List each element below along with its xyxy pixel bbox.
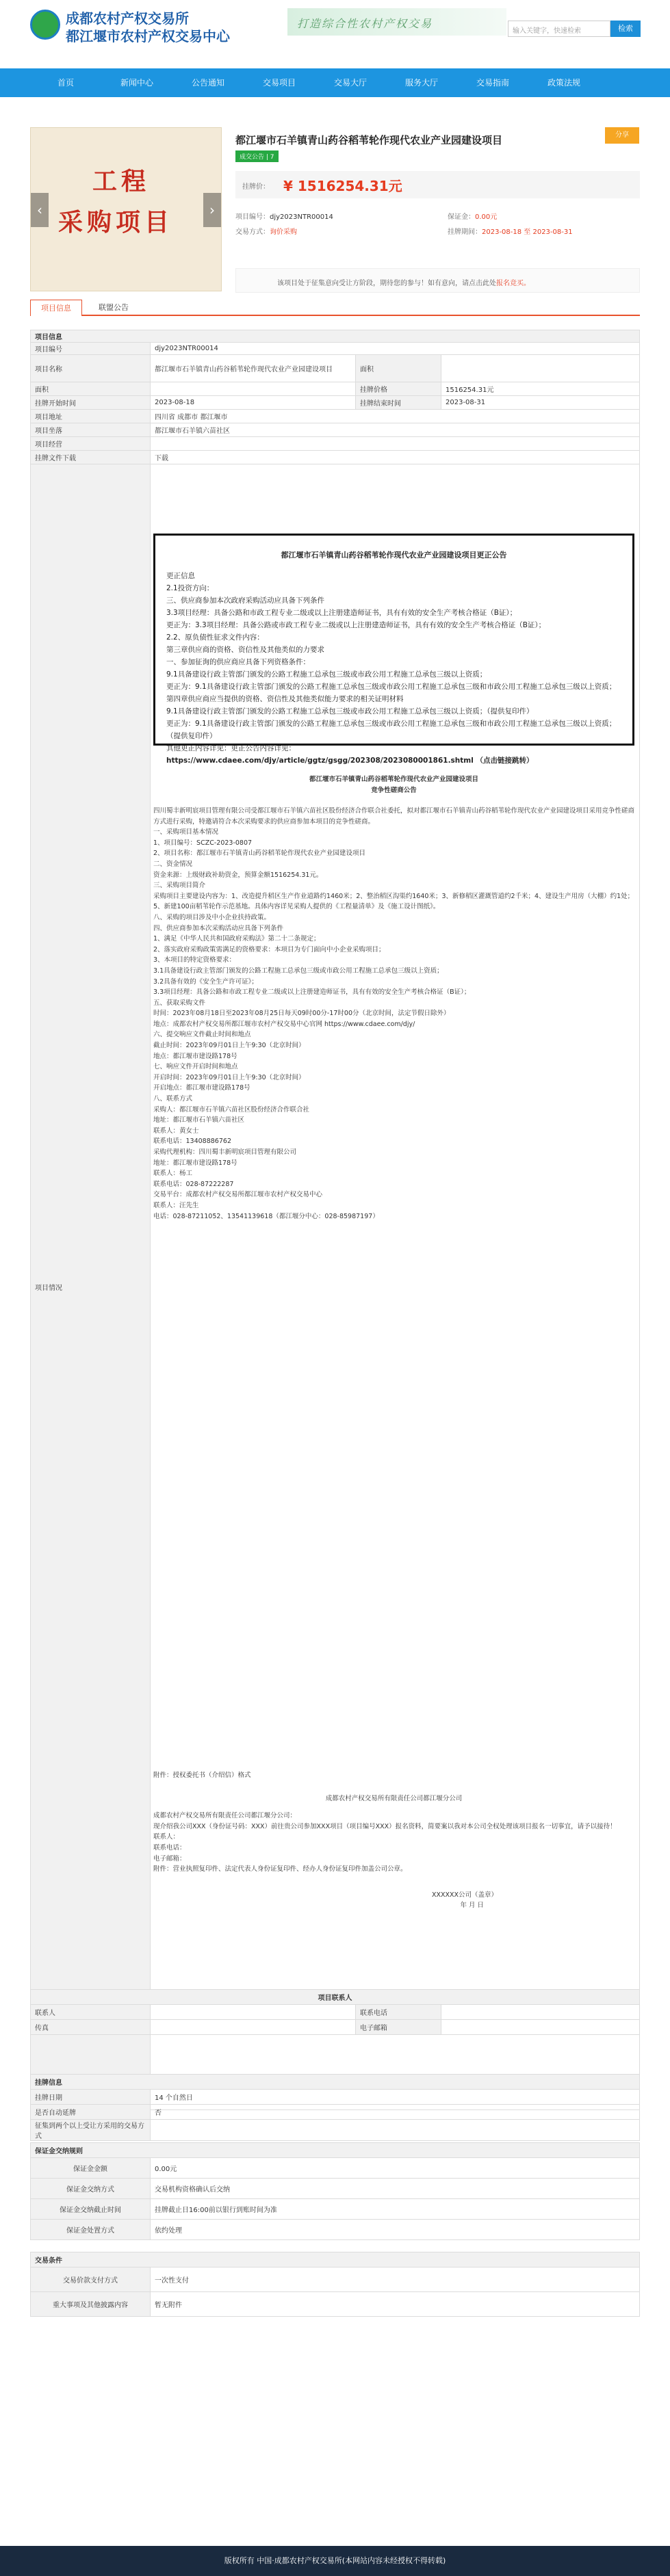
field-label: 挂牌价格 bbox=[356, 382, 441, 396]
announcement-line: 联系人：黄女士 bbox=[153, 1127, 199, 1135]
announcement-line: 3.3项目经理：具备公路和市政工程专业二级或以上注册建造师证书，具有有效的安全生产考核合格证（B证）； bbox=[153, 988, 471, 997]
field-label: 项目坐落 bbox=[31, 423, 151, 437]
section-title: 交易条件 bbox=[31, 2252, 640, 2268]
announcement-line: 时间：2023年08月18日至2023年08月25日每天09时00分-17时00分（北京时间，法定节假日除外） bbox=[153, 1010, 450, 1018]
attachment-section bbox=[153, 1770, 634, 1911]
announcement-line: 联系电话：028-87222287 bbox=[153, 1180, 234, 1188]
field-label: 传真 bbox=[31, 2020, 151, 2035]
letter-line: 附件：营业执照复印件、法定代表人身份证复印件、经办人身份证复印件加盖公司公章。 bbox=[153, 1865, 407, 1874]
field-value bbox=[441, 2005, 640, 2020]
field-label: 项目编号 bbox=[31, 343, 151, 355]
field-value bbox=[151, 382, 356, 396]
deposit-value: 0.00元 bbox=[475, 213, 498, 221]
main-nav bbox=[0, 68, 670, 97]
info-row bbox=[235, 211, 640, 221]
announcement-line: 3.1具备建设行政主管部门颁发的公路工程施工总承包三级或市政公用工程施工总承包三级以上资质； bbox=[153, 967, 443, 975]
section-title: 项目信息 bbox=[31, 330, 640, 343]
correction-line: 更正为：9.1具备建设行政主管部门颁发的公路工程施工总承包三级或市政公用工程施工总承包三级和市政公用工程施工总承包三级以上资质；（提供复印件） bbox=[166, 720, 617, 740]
correction-line: 一、参加征询的供应商应具备下列资格条件： bbox=[166, 658, 310, 666]
field-value: 1516254.31元 bbox=[441, 382, 640, 396]
download-link[interactable]: 下载 bbox=[151, 451, 640, 464]
field-value bbox=[151, 437, 640, 451]
announcement-line: 联系电话：13408886762 bbox=[153, 1138, 231, 1146]
tab-alliance-notice[interactable]: 联盟公告 bbox=[99, 303, 129, 312]
field-value: 一次性支付 bbox=[151, 2268, 640, 2292]
method-label: 交易方式： bbox=[235, 228, 270, 236]
field-value: 0.00元 bbox=[151, 2158, 640, 2179]
announcement-line: 3.2具备有效的《安全生产许可证》； bbox=[153, 977, 258, 986]
field-label: 联系电话 bbox=[356, 2005, 441, 2020]
method-value: 询价采购 bbox=[270, 228, 297, 236]
correction-line: https://www.cdaee.com/djy/article/ggtz/gsgg/202308/2023080001861.shtml （点击链接跳转） bbox=[166, 757, 534, 765]
announcement-line: 截止时间：2023年09月01日上午9:30（北京时间） bbox=[153, 1042, 305, 1050]
announcement-line: 四、供应商参加本次采购活动应具备下列条件 bbox=[153, 924, 284, 932]
price-label: 挂牌价： bbox=[242, 183, 270, 191]
section-title: 保证金交纳规则 bbox=[31, 2143, 640, 2158]
status-badge: 成交公告 | 7 bbox=[235, 150, 279, 162]
announcement-line: 六、提交响应文件截止时间和地点 bbox=[153, 1031, 251, 1039]
contact-table bbox=[30, 1989, 640, 2035]
correction-line: 更正为：3.3项目经理：具备公路或市政工程专业二级或以上注册建造师证书，具有有效的安全生产考核合格证（B证）； bbox=[166, 621, 546, 629]
announcement-title bbox=[153, 774, 634, 796]
field-label: 保证金金额 bbox=[31, 2158, 151, 2179]
announcement-line: 电话：028-87211052、13541139618（都江堰分中心：028-85987197） bbox=[153, 1212, 379, 1220]
letter-line: 电子邮箱： bbox=[153, 1854, 186, 1863]
correction-line: 其他更正内容详见：更正公告内容详见： bbox=[166, 744, 296, 752]
nav-item[interactable]: 新闻中心 bbox=[120, 78, 153, 88]
bid-notice bbox=[235, 268, 640, 293]
deposit-label: 保证金： bbox=[448, 213, 475, 221]
announcement-line: 采购人：都江堰市石羊镇六苗社区股份经济合作联合社 bbox=[153, 1105, 310, 1114]
field-label: 项目名称 bbox=[31, 355, 151, 382]
field-value: djy2023NTR00014 bbox=[151, 343, 640, 355]
announcement-title-text: 都江堰市石羊镇青山药谷稻苇轮作现代农业产业园建设项目 bbox=[309, 776, 478, 783]
letter-line: 现介绍我公司XXX（身份证号码：XXX）前往贵公司参加XXX项目（项目编号XXX）报名资料，简要案以我对本公司全权处理该项目报名一切事宜，请予以接待！ bbox=[153, 1822, 617, 1830]
announcement-line: 地址：都江堰市建设路178号 bbox=[153, 1159, 237, 1167]
field-label: 挂牌结束时间 bbox=[356, 396, 441, 410]
field-value: 都江堰市石羊镇青山药谷稻苇轮作现代农业产业园建设项目 bbox=[151, 355, 356, 382]
share-button[interactable]: 分享 bbox=[605, 127, 639, 144]
announcement-line: 七、响应文件开启时间和地点 bbox=[153, 1063, 238, 1071]
field-label: 挂牌日期 bbox=[31, 2090, 151, 2105]
field-value: 依约处理 bbox=[151, 2220, 640, 2240]
correction-line: 2.1投资方向： bbox=[166, 584, 214, 592]
field-value: 暂无附件 bbox=[151, 2292, 640, 2317]
site-header bbox=[0, 0, 670, 68]
section-title: 项目联系人 bbox=[31, 1990, 640, 2005]
nav-item[interactable]: 交易大厅 bbox=[333, 78, 367, 88]
correction-line: 3.3项目经理：具备公路和市政工程专业二级或以上注册建造师证书，具有有效的安全生产考核合格证（B证）； bbox=[166, 609, 517, 617]
announcement-line: 开启时间：2023年09月01日上午9:30（北京时间） bbox=[153, 1073, 305, 1081]
signup-link[interactable]: 报名竞买。 bbox=[496, 280, 530, 287]
detail-tabs bbox=[30, 295, 640, 316]
field-value: 2023-08-31 bbox=[441, 396, 640, 410]
announcement-line: 联系人：杨工 bbox=[153, 1170, 193, 1178]
info-row bbox=[235, 226, 640, 236]
field-value: 14 个自然日 bbox=[151, 2090, 640, 2105]
letter-stamp: XXXXXX公司（盖章） bbox=[431, 1891, 498, 1899]
letter-line: 联系人： bbox=[153, 1833, 180, 1841]
header-slogan: 打造综合性农村产权交易 bbox=[287, 8, 506, 36]
site-name bbox=[66, 10, 230, 45]
code-value: djy2023NTR00014 bbox=[270, 213, 333, 221]
field-value bbox=[441, 2020, 640, 2035]
field-label: 联系人 bbox=[31, 2005, 151, 2020]
field-value: 否 bbox=[151, 2105, 640, 2120]
field-label: 征集到两个以上受让方采用的交易方式 bbox=[31, 2120, 151, 2141]
search-input[interactable]: 输入关键字，快速检索 bbox=[508, 21, 610, 37]
correction-line: 第三章供应商的资格、资信性及其他类似的力要求 bbox=[166, 646, 324, 654]
announcement-line: 采购项目主要建设内容为：1、改造提升稻区生产作业道路约1460米；2、整治稻区沟渠约1640米；3、新修稻区灌溉管道约2千米；4、建设生产用房（大棚）约1处；5、新建100亩稻苇轮作示范基地。具体内容详见采购人提供的《工程量清单》及《施工设计图纸》。 bbox=[153, 892, 634, 911]
correction-body bbox=[155, 570, 632, 767]
field-label: 保证金交纳截止时间 bbox=[31, 2199, 151, 2220]
trade-table bbox=[30, 2252, 640, 2317]
project-title: 都江堰市石羊镇青山药谷稻苇轮作现代农业产业园建设项目 bbox=[235, 134, 503, 146]
correction-line: 更正为：9.1具备建设行政主管部门颁发的公路工程施工总承包三级或市政公用工程施工总承包三级和市政公用工程施工总承包三级以上资质； bbox=[166, 683, 617, 691]
letter-body bbox=[153, 1811, 634, 1875]
carousel-prev-icon[interactable]: ‹ bbox=[31, 193, 49, 227]
field-value: 2023-08-18 bbox=[151, 396, 356, 410]
nav-item[interactable]: 服务大厅 bbox=[404, 78, 438, 88]
field-value bbox=[441, 355, 640, 382]
field-value bbox=[151, 2005, 356, 2020]
announcement-line: 1、项目编号：SCZC-2023-0807 bbox=[153, 839, 253, 847]
letter-line: 成都农村产权交易所有限责任公司都江堰分公司： bbox=[153, 1812, 297, 1820]
period-label: 挂牌期间： bbox=[448, 228, 482, 236]
project-image bbox=[30, 127, 222, 291]
field-value: 四川省 成都市 都江堰市 bbox=[151, 410, 640, 423]
field-label: 是否自动延牌 bbox=[31, 2105, 151, 2120]
field-label: 保证金处置方式 bbox=[31, 2220, 151, 2240]
listing-table bbox=[30, 2074, 640, 2141]
field-label: 重大事项及其他披露内容 bbox=[31, 2292, 151, 2317]
announcement-line: 地点：都江堰市建设路178号 bbox=[153, 1052, 237, 1060]
announcement-line: 四川蜀丰新明宸项目管理有限公司受都江堰市石羊镇六苗社区股份经济合作联合社委托，拟对都江堰市石羊镇青山药谷稻苇轮作现代农业产业园建设项目采用竞争性磋商方式进行采购，特邀请符合本次采购要求的供应商参加本项目的竞争性磋商。 bbox=[153, 807, 635, 826]
announcement-subtitle: 竞争性磋商公告 bbox=[371, 786, 417, 794]
notice-text: 该项目处于征集意向受让方阶段，期待您的参与！如有意向，请点击此处 bbox=[277, 280, 496, 287]
announcement-line: 采购代理机构：四川蜀丰新明宸项目管理有限公司 bbox=[153, 1148, 297, 1156]
announcement-line: 二、资金情况 bbox=[153, 860, 193, 868]
field-label: 项目经营 bbox=[31, 437, 151, 451]
search-button[interactable]: 检索 bbox=[610, 21, 641, 37]
announcement-line: 八、联系方式 bbox=[153, 1095, 193, 1103]
correction-line: 9.1具备建设行政主管部门颁发的公路工程施工总承包三级或市政公用工程施工总承包三级以上资质； bbox=[166, 670, 487, 679]
carousel-next-icon[interactable]: › bbox=[203, 193, 221, 227]
announcement-line: 1、满足《中华人民共和国政府采购法》第二十二条规定； bbox=[153, 935, 320, 943]
price-value: ¥ 1516254.31元 bbox=[283, 178, 402, 194]
announcement-line: 交易平台：成都农村产权交易所都江堰市农村产权交易中心 bbox=[153, 1191, 323, 1199]
period-value: 2023-08-18 至 2023-08-31 bbox=[482, 228, 573, 236]
section-title: 挂牌信息 bbox=[31, 2075, 640, 2090]
nav-item[interactable]: 公告通知 bbox=[191, 78, 224, 88]
price-row bbox=[235, 171, 640, 198]
nav-item[interactable]: 政策法规 bbox=[547, 78, 580, 88]
field-value bbox=[151, 2020, 356, 2035]
announcement-line: 三、采购项目简介 bbox=[153, 882, 206, 890]
correction-line: 第四章供应商应当提供的资格、资信性及其他类似能力要求的相关证明材料 bbox=[166, 695, 404, 703]
field-label: 电子邮箱 bbox=[356, 2020, 441, 2035]
site-logo[interactable] bbox=[30, 10, 60, 40]
announcement-line: 地址：都江堰市石羊镇六苗社区 bbox=[153, 1116, 245, 1125]
field-value bbox=[151, 2120, 640, 2141]
letter-date: 年 月 日 bbox=[460, 1902, 484, 1910]
field-label: 挂牌文件下载 bbox=[31, 451, 151, 464]
letter-title: 成都农村产权交易所有限责任公司都江堰分公司 bbox=[325, 1794, 463, 1802]
correction-line: 三、供应商参加本次政府采购活动应具备下列条件 bbox=[166, 596, 324, 605]
announcement-line: 3、本项目的特定资格要求： bbox=[153, 956, 236, 964]
announcement-line: 资金来源：上级财政补助资金，预算金额1516254.31元。 bbox=[153, 871, 323, 879]
field-value: 都江堰市石羊镇六苗社区 bbox=[151, 423, 640, 437]
announcement-line: 八、采购的项目涉及中小企业扶持政策。 bbox=[153, 913, 271, 921]
status-text: 成交公告 bbox=[240, 154, 265, 161]
field-label: 项目地址 bbox=[31, 410, 151, 423]
project-image-text: 采购项目 bbox=[58, 208, 174, 237]
guarantee-table bbox=[30, 2142, 640, 2240]
announcement-body bbox=[153, 806, 634, 1222]
correction-notice bbox=[153, 534, 634, 765]
letter-line: 联系电话： bbox=[153, 1843, 186, 1852]
announcement-line: 一、采购项目基本情况 bbox=[153, 828, 219, 837]
site-name-line2: 都江堰市农村产权交易中心 bbox=[66, 28, 230, 44]
project-image-text: 工程 bbox=[92, 167, 151, 196]
field-label: 项目情况 bbox=[31, 464, 151, 2110]
status-count: 7 bbox=[270, 154, 274, 161]
correction-line: 更正信息 bbox=[166, 572, 195, 580]
tab-project-info[interactable]: 项目信息 bbox=[30, 300, 82, 316]
code-label: 项目编号： bbox=[235, 213, 270, 221]
announcement-line: 五、获取采购文件 bbox=[153, 999, 206, 1007]
field-value: 交易机构资格确认后交纳 bbox=[151, 2179, 640, 2199]
field-label: 面积 bbox=[356, 355, 441, 382]
field-label: 保证金交纳方式 bbox=[31, 2179, 151, 2199]
announcement-line: 地点：成都农村产权交易所都江堰市农村产权交易中心官网 https://www.cdaee.com/djy/ bbox=[153, 1020, 415, 1028]
correction-line: 9.1具备建设行政主管部门颁发的公路工程施工总承包三级或市政公用工程施工总承包三级以上资质；（提供复印件） bbox=[166, 707, 534, 715]
nav-item[interactable]: 交易指南 bbox=[476, 78, 509, 88]
correction-title: 都江堰市石羊镇青山药谷稻苇轮作现代农业产业园建设项目更正公告 bbox=[281, 551, 507, 560]
field-label: 挂牌开始时间 bbox=[31, 396, 151, 410]
announcement-line: 联系人：汪先生 bbox=[153, 1201, 199, 1209]
field-value: 挂牌截止日16:00前以银行到账时间为准 bbox=[151, 2199, 640, 2220]
site-footer: 版权所有 中国·成都农村产权交易所(本网站内容未经授权不得转载) bbox=[0, 2546, 670, 2576]
correction-line: 2.2、原负债性征求文件内容： bbox=[166, 633, 264, 642]
nav-item[interactable]: 首页 bbox=[57, 78, 74, 88]
announcement-line: 2、项目名称：都江堰市石羊镇青山药谷稻苇轮作现代农业产业园建设项目 bbox=[153, 850, 366, 858]
announcement-line: 开启地点：都江堰市建设路178号 bbox=[153, 1084, 250, 1092]
site-name-line1: 成都农村产权交易所 bbox=[66, 10, 189, 27]
announcement-line: 2、落实政府采购政策需满足的资格要求：本项目为专门面向中小企业采购项目； bbox=[153, 945, 385, 954]
field-label: 面积 bbox=[31, 382, 151, 396]
field-label: 交易价款支付方式 bbox=[31, 2268, 151, 2292]
attachment-note: 附件：授权委托书（介绍信）格式 bbox=[153, 1772, 251, 1779]
nav-item[interactable]: 交易项目 bbox=[262, 78, 296, 88]
project-summary bbox=[30, 127, 640, 319]
